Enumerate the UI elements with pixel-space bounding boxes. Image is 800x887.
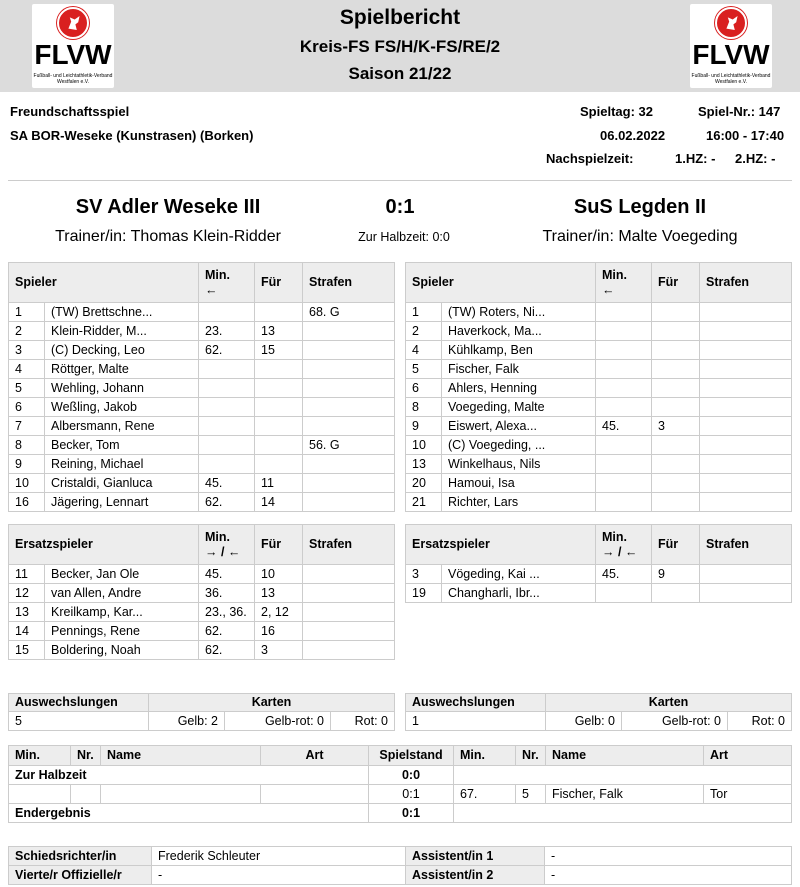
player-number: 4 [9,360,45,379]
col-nr: Nr. [516,746,546,766]
logo-text: FLVW [692,39,770,70]
table-row [9,455,395,474]
player-name: Vögeding, Kai ... [442,565,596,584]
player-for [255,455,303,474]
table-row [9,322,395,341]
table-row [406,417,792,436]
player-penalty: 68. G [303,303,395,322]
player-for: 16 [255,622,303,641]
player-name: Winkelhaus, Nils [442,455,596,474]
referee-label: Schiedsrichter/in [9,847,152,866]
empty-cell [454,804,792,823]
col-type: Art [261,746,369,766]
player-name: Kühlkamp, Ben [442,341,596,360]
player-number: 6 [406,379,442,398]
player-penalty [700,341,792,360]
player-for [255,360,303,379]
player-penalty [700,303,792,322]
away-subs-table [405,524,792,603]
player-minute: 23., 36. [199,603,255,622]
player-number: 3 [9,341,45,360]
stoppage-second-half: 2.HZ: - [735,151,776,166]
player-for [652,398,700,417]
table-row [406,303,792,322]
player-number: 11 [9,565,45,584]
subs-count: 5 [9,712,149,731]
table-row [9,303,395,322]
col-for: Für [255,525,303,565]
red-count: Rot: 0 [331,712,395,731]
player-name: Hamoui, Isa [442,474,596,493]
player-penalty [303,565,395,584]
player-number: 1 [406,303,442,322]
player-for [255,436,303,455]
away-lineup-table [405,262,792,512]
player-for: 11 [255,474,303,493]
stoppage-first-half: 1.HZ: - [675,151,716,166]
player-for: 10 [255,565,303,584]
player-penalty [700,493,792,512]
event-type: Tor [704,785,792,804]
player-minute: 45. [199,474,255,493]
flvw-logo-right [690,4,772,88]
player-minute: 62. [199,341,255,360]
player-penalty [700,584,792,603]
player-for: 3 [652,417,700,436]
player-minute [596,584,652,603]
match-number: Spiel-Nr.: 147 [698,104,781,119]
player-minute: 62. [199,493,255,512]
assistant1-name: - [545,847,792,866]
player-minute: 62. [199,622,255,641]
subs-count-label: Auswechslungen [9,694,149,712]
stoppage-label: Nachspielzeit: [546,151,634,166]
col-name: Name [101,746,261,766]
away-trainer: Trainer/in: Malte Voegeding [542,228,738,245]
halftime-row-label: Zur Halbzeit [9,766,369,785]
officials-table [8,846,792,885]
away-team-name: SuS Legden II [573,196,707,218]
player-penalty: 56. G [303,436,395,455]
col-sub: Ersatzspieler [406,525,596,565]
col-min: Min. → / ← [199,525,255,565]
player-minute: 45. [199,565,255,584]
player-number: 14 [9,622,45,641]
player-penalty [303,641,395,660]
player-for: 14 [255,493,303,512]
player-penalty [303,622,395,641]
player-number: 5 [406,360,442,379]
match-type: Freundschaftsspiel [10,104,130,119]
player-penalty [303,603,395,622]
table-row [9,565,395,584]
col-name: Name [546,746,704,766]
col-player: Spieler [9,263,199,303]
player-minute [596,303,652,322]
player-for: 2, 12 [255,603,303,622]
event-min: 67. [454,785,516,804]
player-name: Weßling, Jakob [45,398,199,417]
player-number: 4 [406,341,442,360]
player-minute: 45. [596,565,652,584]
player-minute [199,303,255,322]
player-for [652,322,700,341]
fourth-official-name: - [152,866,406,885]
player-minute: 23. [199,322,255,341]
player-number: 16 [9,493,45,512]
player-number: 7 [9,417,45,436]
home-subs-table [8,524,395,660]
divider [8,180,792,181]
player-for [652,341,700,360]
page-title: Spielbericht [339,6,461,29]
player-penalty [303,455,395,474]
player-name: Changharli, Ibr... [442,584,596,603]
player-number: 13 [406,455,442,474]
player-penalty [303,360,395,379]
player-penalty [700,322,792,341]
venue: SA BOR-Weseke (Kunstrasen) (Borken) [10,128,254,143]
player-penalty [700,565,792,584]
player-penalty [700,474,792,493]
player-penalty [303,398,395,417]
player-number: 1 [9,303,45,322]
final-score: 0:1 [385,196,415,218]
table-row [406,379,792,398]
match-date: 06.02.2022 [600,128,666,143]
player-for [652,436,700,455]
horse-icon [715,7,747,39]
player-number: 3 [406,565,442,584]
assistant1-label: Assistent/in 1 [406,847,545,866]
player-penalty [303,379,395,398]
player-penalty [700,398,792,417]
table-row [9,417,395,436]
player-number: 10 [406,436,442,455]
player-for [652,379,700,398]
halftime-score: Zur Halbzeit: 0:0 [358,230,450,244]
player-name: Pennings, Rene [45,622,199,641]
player-minute [199,417,255,436]
player-for [255,303,303,322]
player-number: 5 [9,379,45,398]
col-for: Für [652,525,700,565]
player-name: van Allen, Andre [45,584,199,603]
player-name: Eiswert, Alexa... [442,417,596,436]
table-row [406,584,792,603]
empty-cell [261,785,369,804]
player-number: 12 [9,584,45,603]
logo-subtext: Fußball- und Leichtathletik-Verband Westfalen e.V. [691,73,771,85]
player-minute [199,398,255,417]
player-minute [596,322,652,341]
player-number: 10 [9,474,45,493]
player-number: 6 [9,398,45,417]
yellow-count: Gelb: 2 [149,712,225,731]
col-player: Spieler [406,263,596,303]
yellow-red-count: Gelb-rot: 0 [225,712,331,731]
halftime-row-score: 0:0 [369,766,454,785]
player-number: 15 [9,641,45,660]
player-penalty [700,379,792,398]
red-count: Rot: 0 [728,712,792,731]
player-name: (C) Decking, Leo [45,341,199,360]
player-number: 20 [406,474,442,493]
player-minute [596,341,652,360]
player-for [255,398,303,417]
logo-subtext: Fußball- und Leichtathletik-Verband Westfalen e.V. [33,73,113,85]
table-row [9,584,395,603]
events-table [8,745,792,823]
away-summary-table [405,693,792,731]
season-title: Saison 21/22 [348,64,452,83]
player-name: Cristaldi, Gianluca [45,474,199,493]
player-minute [596,436,652,455]
table-row [406,398,792,417]
table-row [406,565,792,584]
col-score: Spielstand [369,746,454,766]
player-minute [596,493,652,512]
logo-text: FLVW [34,39,112,70]
final-row-score: 0:1 [369,804,454,823]
table-row [9,360,395,379]
player-name: (TW) Roters, Ni... [442,303,596,322]
table-row [9,474,395,493]
col-type: Art [704,746,792,766]
player-name: Fischer, Falk [442,360,596,379]
subs-count-label: Auswechslungen [406,694,546,712]
table-row [9,341,395,360]
table-row [406,360,792,379]
player-minute: 62. [199,641,255,660]
player-for: 13 [255,322,303,341]
col-min: Min. ← [596,263,652,303]
flvw-logo-left [32,4,114,88]
table-row [406,455,792,474]
col-for: Für [255,263,303,303]
match-time: 16:00 - 17:40 [706,128,785,143]
player-name: (TW) Brettschne... [45,303,199,322]
subs-count: 1 [406,712,546,731]
player-minute [199,379,255,398]
player-for [652,493,700,512]
player-penalty [700,417,792,436]
player-penalty [303,322,395,341]
player-minute [596,379,652,398]
player-penalty [700,455,792,474]
table-row [9,641,395,660]
col-min: Min. ← [199,263,255,303]
event-player: Fischer, Falk [546,785,704,804]
player-for: 15 [255,341,303,360]
player-minute: 36. [199,584,255,603]
player-minute: 45. [596,417,652,436]
player-name: Boldering, Noah [45,641,199,660]
empty-cell [454,766,792,785]
yellow-count: Gelb: 0 [546,712,622,731]
player-name: Wehling, Johann [45,379,199,398]
player-for: 13 [255,584,303,603]
player-number: 8 [406,398,442,417]
empty-cell [9,785,71,804]
player-penalty [303,417,395,436]
player-name: Jägering, Lennart [45,493,199,512]
table-row [406,436,792,455]
player-name: Albersmann, Rene [45,417,199,436]
table-row [9,379,395,398]
league-title: Kreis-FS FS/H/K-FS/RE/2 [299,37,501,56]
player-name: Becker, Jan Ole [45,565,199,584]
player-penalty [303,584,395,603]
col-min: Min. [9,746,71,766]
player-name: Ahlers, Henning [442,379,596,398]
player-for: 3 [255,641,303,660]
player-name: Reining, Michael [45,455,199,474]
player-name: Kreilkamp, Kar... [45,603,199,622]
referee-name: Frederik Schleuter [152,847,406,866]
yellow-red-count: Gelb-rot: 0 [622,712,728,731]
col-penalties: Strafen [303,525,395,565]
player-penalty [303,493,395,512]
col-min: Min. [454,746,516,766]
table-row [406,322,792,341]
home-team-name: SV Adler Weseke III [75,196,261,218]
player-number: 19 [406,584,442,603]
assistant2-label: Assistent/in 2 [406,866,545,885]
player-minute [596,360,652,379]
event-score: 0:1 [369,785,454,804]
player-penalty [700,436,792,455]
player-penalty [700,360,792,379]
col-penalties: Strafen [303,263,395,303]
home-trainer: Trainer/in: Thomas Klein-Ridder [55,228,281,245]
cards-label: Karten [546,694,792,712]
player-name: Becker, Tom [45,436,199,455]
matchday: Spieltag: 32 [580,104,653,119]
col-penalties: Strafen [700,263,792,303]
player-name: Haverkock, Ma... [442,322,596,341]
empty-cell [71,785,101,804]
table-row [406,474,792,493]
player-for [652,360,700,379]
player-number: 2 [9,322,45,341]
empty-cell [101,785,261,804]
horse-icon [57,7,89,39]
player-number: 21 [406,493,442,512]
player-for [652,474,700,493]
player-name: Röttger, Malte [45,360,199,379]
col-for: Für [652,263,700,303]
table-row [9,436,395,455]
home-summary-table [8,693,395,731]
player-for [652,584,700,603]
table-row [9,398,395,417]
table-row [9,493,395,512]
player-for [255,417,303,436]
col-nr: Nr. [71,746,101,766]
player-minute [199,455,255,474]
player-number: 13 [9,603,45,622]
table-row [9,603,395,622]
home-lineup-table [8,262,395,512]
player-penalty [303,341,395,360]
final-row-label: Endergebnis [9,804,369,823]
player-name: Richter, Lars [442,493,596,512]
table-row [9,622,395,641]
player-number: 2 [406,322,442,341]
player-number: 8 [9,436,45,455]
player-minute [199,436,255,455]
player-number: 9 [9,455,45,474]
player-minute [199,360,255,379]
col-min: Min. → / ← [596,525,652,565]
col-sub: Ersatzspieler [9,525,199,565]
player-for [652,303,700,322]
player-name: Voegeding, Malte [442,398,596,417]
player-minute [596,455,652,474]
assistant2-name: - [545,866,792,885]
player-name: (C) Voegeding, ... [442,436,596,455]
table-row [406,341,792,360]
event-nr: 5 [516,785,546,804]
fourth-official-label: Vierte/r Offizielle/r [9,866,152,885]
player-penalty [303,474,395,493]
player-for: 9 [652,565,700,584]
player-for [255,379,303,398]
player-name: Klein-Ridder, M... [45,322,199,341]
player-minute [596,474,652,493]
player-minute [596,398,652,417]
player-for [652,455,700,474]
player-number: 9 [406,417,442,436]
cards-label: Karten [149,694,395,712]
col-penalties: Strafen [700,525,792,565]
table-row [406,493,792,512]
